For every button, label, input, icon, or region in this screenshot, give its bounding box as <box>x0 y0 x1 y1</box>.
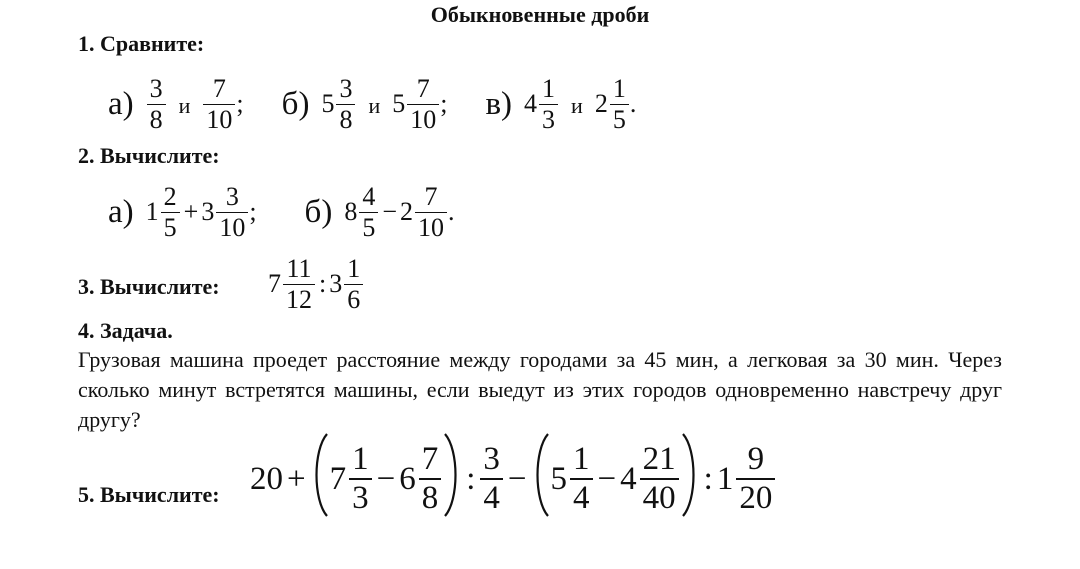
task-5-fraction-5: $\frac{21}{40}$ <box>640 441 679 517</box>
task-1b-separator: ; <box>440 89 448 118</box>
task-2-expressions <box>108 172 455 252</box>
task-2a-operator: + <box>183 197 199 226</box>
task-4-problem-text: Грузовая машина проедет расстояние между городами за 45 мин, а легковая за 30 мин. Через сколько минут встретятся машины, если выедут из этих городов одновременно навстречу друг другу? <box>78 347 1002 432</box>
task-1c-fraction-2: $\frac{1}{5}$ <box>610 74 629 133</box>
task-5-plus: + <box>287 460 306 497</box>
task-2a-fraction-1: $\frac{2}{5}$ <box>161 182 180 241</box>
task-5-minus-2: − <box>507 460 527 497</box>
task-2a-whole-2: 3 <box>201 197 215 226</box>
task-1c-letter: в) <box>485 85 513 122</box>
task-5-divide-1: : <box>466 460 476 497</box>
task-5-close-paren-2-glyph <box>680 432 700 518</box>
task-1b-conj: и <box>368 93 381 118</box>
task-5-minus-3: − <box>597 460 617 497</box>
task-2b-fraction-2: $\frac{7}{10}$ <box>415 182 447 241</box>
task-3-whole-2: 3 <box>329 269 343 298</box>
task-3-fraction-1: $\frac{11}{12}$ <box>283 254 315 313</box>
task-2b-whole-1: 8 <box>344 197 358 226</box>
task-3-fraction-2: $\frac{1}{6}$ <box>344 254 363 313</box>
page-title: Обыкновенные дроби <box>430 2 650 27</box>
task-1a-letter: а) <box>108 85 134 122</box>
task-1a-conj: и <box>178 93 191 118</box>
task-5-lead-number: 20 <box>250 460 283 497</box>
task-2b-operator: − <box>382 197 397 226</box>
task-5-fraction-6: $\frac{9}{20}$ <box>736 441 775 517</box>
task-5-minus-1: − <box>376 460 396 497</box>
task-5-whole-3: 5 <box>550 460 568 497</box>
task-2b-letter: б) <box>304 193 333 230</box>
task-1c-fraction-1: $\frac{1}{3}$ <box>539 74 558 133</box>
task-5-close-paren-2 <box>680 432 700 527</box>
task-4-label: 4. Задача. <box>78 318 173 343</box>
task-3-label: 3. Вычислите: <box>78 274 220 299</box>
task-3-operator: : <box>319 269 327 298</box>
task-5-open-paren-2 <box>531 432 551 527</box>
task-5-divide-2: : <box>703 460 713 497</box>
task-1c-whole-1: 4 <box>524 89 538 118</box>
task-1-expressions <box>108 64 636 144</box>
task-3-expression <box>268 244 364 324</box>
task-1b-fraction-1: $\frac{3}{8}$ <box>336 74 355 133</box>
task-5-fraction-4: $\frac{1}{4}$ <box>570 441 593 517</box>
task-2-label: 2. Вычислите: <box>78 143 220 168</box>
task-1b-fraction-2: $\frac{7}{10}$ <box>407 74 439 133</box>
task-1-label: 1. Сравните: <box>78 31 205 56</box>
task-1a-separator: ; <box>236 89 244 118</box>
task-2a-fraction-2: $\frac{3}{10}$ <box>216 182 248 241</box>
task-2b-fraction-1: $\frac{4}{5}$ <box>359 182 378 241</box>
task-5-open-paren-1 <box>310 432 330 527</box>
task-2a-separator: ; <box>249 197 257 226</box>
task-1b-whole-2: 5 <box>392 89 406 118</box>
task-3-whole-1: 7 <box>268 269 281 298</box>
task-1c-end: . <box>629 89 637 118</box>
task-1b-whole-1: 5 <box>321 89 335 118</box>
task-1c-whole-2: 2 <box>594 89 608 118</box>
task-1a-fraction-1: $\frac{3}{8}$ <box>147 74 166 133</box>
task-5-label: 5. Вычислите: <box>78 482 220 507</box>
task-5-open-paren-2-glyph <box>531 432 551 518</box>
task-2a-whole-1: 1 <box>145 197 159 226</box>
task-2b-end: . <box>448 197 455 226</box>
task-5-whole-4: 4 <box>620 460 637 497</box>
task-2a-letter: а) <box>108 193 134 230</box>
task-5-fraction-1: $\frac{1}{3}$ <box>349 441 372 517</box>
task-1b-letter: б) <box>281 85 310 122</box>
task-5-open-paren-1-glyph <box>310 432 330 518</box>
task-5-fraction-3: $\frac{3}{4}$ <box>480 441 503 517</box>
task-5-fraction-2: $\frac{7}{8}$ <box>419 441 442 517</box>
task-5-whole-5: 1 <box>716 460 734 497</box>
task-5-close-paren-1-glyph <box>442 432 462 518</box>
task-2b-whole-2: 2 <box>400 197 413 226</box>
task-5-whole-1: 7 <box>329 460 347 497</box>
task-1a-fraction-2: $\frac{7}{10}$ <box>203 74 235 133</box>
task-5-whole-2: 6 <box>399 460 416 497</box>
task-5-expression <box>250 434 776 524</box>
task-1c-conj: и <box>571 93 583 118</box>
task-5-close-paren-1 <box>442 432 462 527</box>
